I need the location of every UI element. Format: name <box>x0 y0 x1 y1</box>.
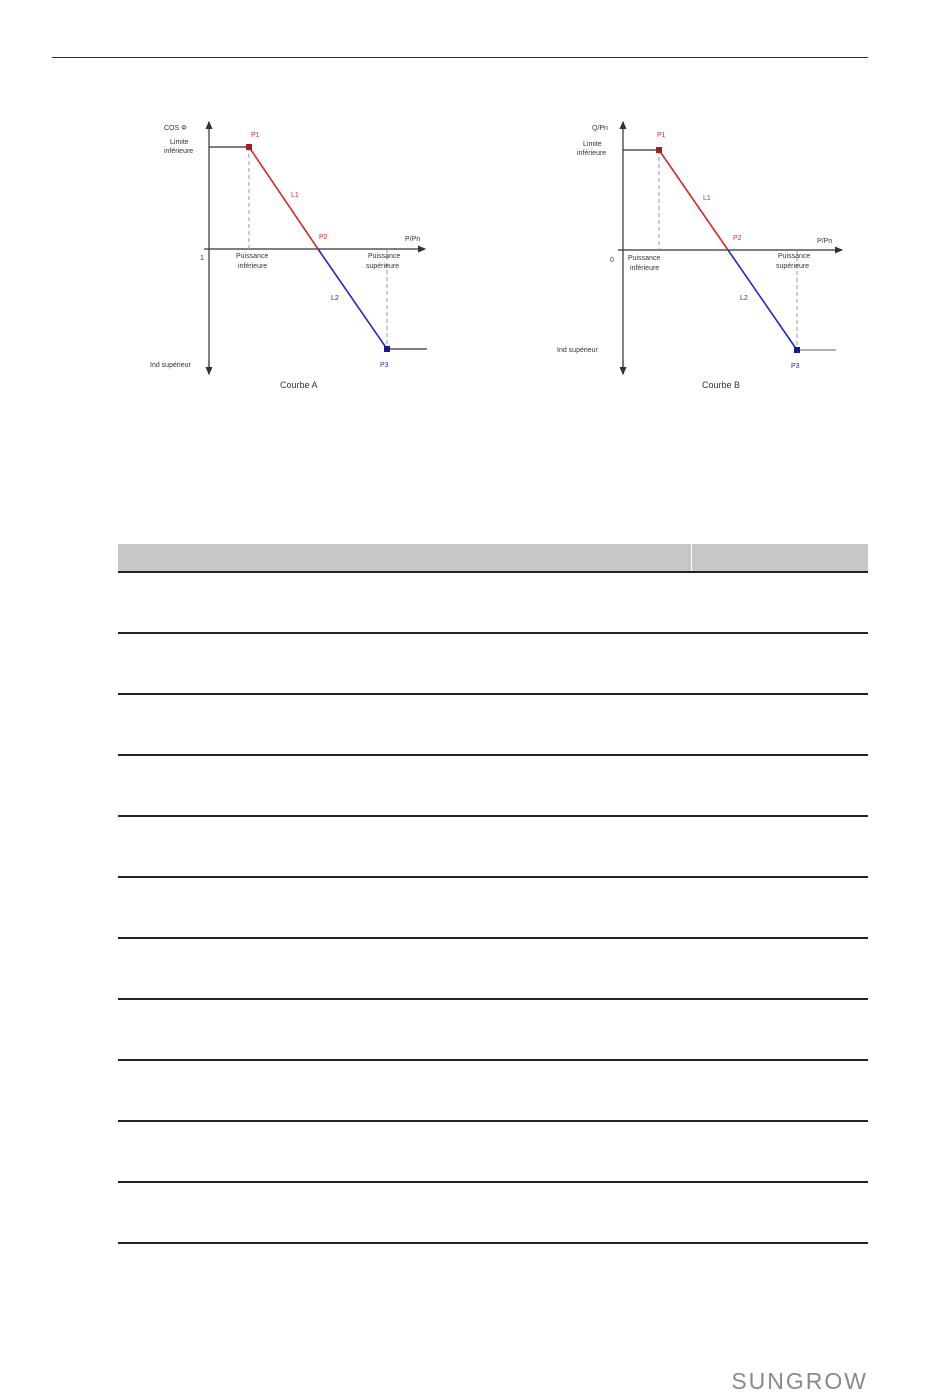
p-upper-label: Puissance <box>778 253 811 260</box>
table-cell <box>118 756 691 815</box>
p2-label: P2 <box>319 234 328 241</box>
curve-caption: Courbe B <box>702 380 741 390</box>
curve-a-diagram <box>120 110 450 400</box>
p2-label: P2 <box>733 235 742 242</box>
table-header-cell <box>692 544 868 571</box>
sungrow-logo: SUNGROW <box>731 1368 868 1394</box>
table-cell <box>118 939 691 998</box>
x-axis-label: P/Pn <box>817 238 833 245</box>
point-p3 <box>384 346 390 352</box>
table-row <box>118 756 868 817</box>
p-lower-label: Puissance <box>236 253 269 260</box>
table-cell <box>691 695 868 754</box>
table-cell <box>691 1122 868 1181</box>
table-cell <box>691 817 868 876</box>
curve-caption: Courbe A <box>280 380 318 390</box>
l1-label: L1 <box>291 192 299 199</box>
table-cell <box>691 634 868 693</box>
p1-label: P1 <box>657 132 666 139</box>
table-cell <box>118 634 691 693</box>
header-rule <box>52 57 868 58</box>
table-row <box>118 1183 868 1244</box>
l2-label: L2 <box>740 295 748 302</box>
lower-label: Ind supérieur <box>150 362 191 369</box>
p-lower-label: inférieure <box>630 265 660 272</box>
lower-label: Ind supérieur <box>557 347 598 354</box>
table-row <box>118 634 868 695</box>
table-cell <box>118 1122 691 1181</box>
y-axis-label: COS Φ <box>164 125 187 132</box>
p-upper-label: Puissance <box>368 253 401 260</box>
l1-label: L1 <box>703 195 711 202</box>
table-row <box>118 1000 868 1061</box>
p-lower-label: inférieure <box>238 263 268 270</box>
l2-label: L2 <box>331 295 339 302</box>
table-cell <box>691 573 868 632</box>
x-axis-label: P/Pn <box>405 236 421 243</box>
table-row <box>118 817 868 878</box>
table-cell <box>691 1183 868 1242</box>
upper-left-label: Limite <box>583 141 602 148</box>
table-cell <box>118 1061 691 1120</box>
p-lower-label: Puissance <box>628 255 661 262</box>
table-cell <box>691 1000 868 1059</box>
table-cell <box>118 1183 691 1242</box>
segment-l1 <box>659 150 728 250</box>
table-row <box>118 878 868 939</box>
upper-left-label: inférieure <box>164 148 194 155</box>
p-upper-label: supérieure <box>366 263 400 270</box>
y-axis-label: Q/Pn <box>592 125 608 132</box>
parameter-table <box>118 544 868 1244</box>
table-cell <box>691 1061 868 1120</box>
upper-left-label: inférieure <box>577 150 607 157</box>
table-cell <box>118 817 691 876</box>
point-p1 <box>656 147 662 153</box>
table-cell <box>691 756 868 815</box>
upper-left-label: Limite <box>170 139 189 146</box>
segment-l1 <box>249 147 318 249</box>
table-cell <box>118 1000 691 1059</box>
table-cell <box>118 695 691 754</box>
table-row <box>118 573 868 634</box>
p1-label: P1 <box>251 132 260 139</box>
origin-label: 0 <box>610 257 614 264</box>
table-header-cell <box>118 544 692 571</box>
table-cell <box>691 878 868 937</box>
p3-label: P3 <box>791 363 800 370</box>
table-row <box>118 695 868 756</box>
table-cell <box>691 939 868 998</box>
table-cell <box>118 878 691 937</box>
table-row <box>118 1122 868 1183</box>
p-upper-label: supérieure <box>776 263 810 270</box>
origin-label: 1 <box>200 255 204 262</box>
table-row <box>118 1061 868 1122</box>
curve-b-diagram <box>540 110 870 400</box>
table-cell <box>118 573 691 632</box>
point-p3 <box>794 347 800 353</box>
table-row <box>118 939 868 1000</box>
table-header <box>118 544 868 573</box>
point-p1 <box>246 144 252 150</box>
p3-label: P3 <box>380 362 389 369</box>
